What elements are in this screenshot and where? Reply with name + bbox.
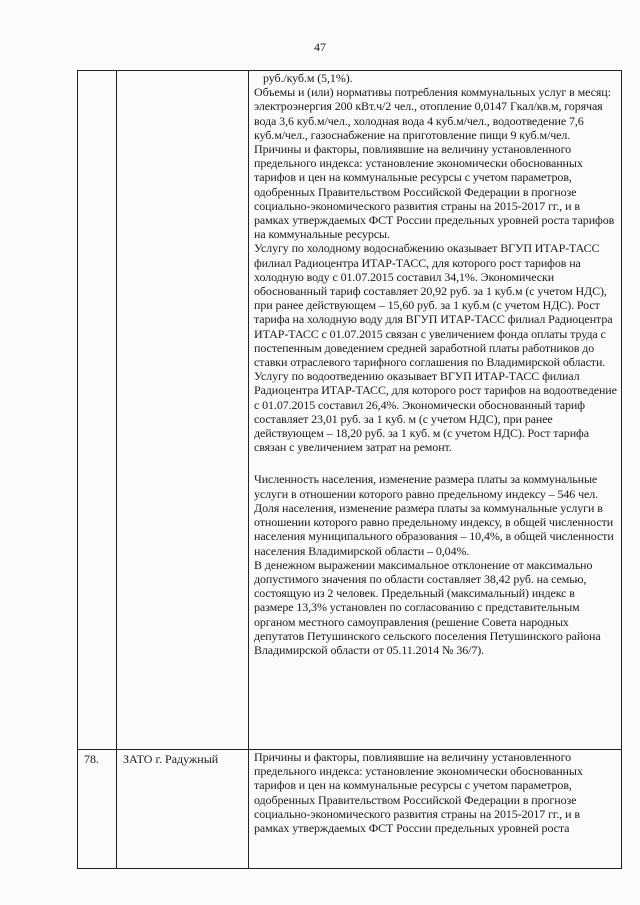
description-text	[249, 71, 621, 657]
tariff-table	[77, 70, 622, 869]
paragraph: Причины и факторы, повлиявшие на величину установленного предельного индекса: установление экономически обоснованных тарифов и цен на коммунальные ресурсы с учетом параметров, одобренных Правительством Российской Федерации в прогнозе социально-экономического развития страны на 2015-2017 гг., и в рамках утверждаемых ФСТ России предельных уровней роста тарифов на коммунальные ресурсы.	[254, 142, 615, 242]
municipality-cell	[117, 71, 249, 750]
paragraph: Численность населения, изменение размера платы за коммунальные услуги в отношении которого равно предельному индексу – 546 чел.	[254, 472, 599, 501]
paragraph: Доля населения, изменение размера платы за коммунальные услуги в отношении которого равно предельному индексу, в общей численности населения муниципального образования – 10,4%, в общей численности населения Владимирской области – 0,04%.	[254, 500, 614, 558]
description-cell	[249, 71, 622, 750]
table-row	[78, 71, 622, 750]
paragraph: руб./куб.м (5,1%).	[263, 71, 353, 85]
row-number-cell: 78.	[78, 750, 117, 869]
paragraph: Услугу по водоотведению оказывает ВГУП ИТАР-ТАСС филиал Радиоцентра ИТАР-ТАСС, для которого рост тарифов на водоотведение с 01.07.2015 составил 26,4%. Экономически обоснованный тариф составляет 23,01 руб. за 1 куб. м (с учетом НДС), при ранее действующем – 18,20 руб. за 1 куб. м (с учетом НДС). Рост тарифа связан с увеличением затрат на ремонт.	[254, 369, 617, 455]
description-cell	[249, 750, 622, 869]
paragraph: Объемы и (или) нормативы потребления коммунальных услуг в месяц: электроэнергия 200 кВт.ч/2 чел., отопление 0,0147 Гкал/кв.м, горячая вода 3,6 куб.м/чел., холодная вода 4 куб.м/чел., водоотведение 7,6 куб.м/чел., газоснабжение на приготовление пищи 9 куб.м/чел.	[254, 85, 611, 142]
row-number-cell	[78, 71, 117, 750]
paragraph: В денежном выражении максимальное отклонение от максимально допустимого значения по области составляет 38,42 руб. на семью, состоящую из 2 человек. Предельный (максимальный) индекс в размере 13,3% установлен по согласованию с представительным органом местного самоуправления (решение Совета народных депутатов Петушинского сельского поселения Петушинского района Владимирской области от 05.11.2014 № 36/7).	[254, 557, 601, 657]
paragraph: Причины и факторы, повлиявшие на величину установленного предельного индекса: установление экономически обоснованных тарифов и цен на коммунальные ресурсы с учетом параметров, одобренных Правительством Российской Федерации в прогнозе социально-экономического развития страны на 2015-2017 гг., и в рамках утверждаемых ФСТ России предельных уровней роста	[254, 750, 583, 836]
page-number: 47	[314, 40, 326, 54]
municipality-cell: ЗАТО г. Радужный	[117, 750, 249, 869]
table-row	[78, 750, 622, 869]
paragraph: Услугу по холодному водоснабжению оказывает ВГУП ИТАР-ТАСС филиал Радиоцентра ИТАР-ТАСС, для которого рост тарифов на холодную воду с 01.07.2015 составил 34,1%. Экономически обоснованный тариф составляет 20,92 руб. за 1 куб.м (с учетом НДС), при ранее действующем – 15,60 руб. за 1 куб.м (с учетом НДС). Рост тарифа на холодную воду для ВГУП ИТАР-ТАСС филиал Радиоцентра ИТАР-ТАСС с 01.07.2015 связан с увеличением фонда оплаты труда с постепенным доведением средней заработной платы работников до ставки отраслевого тарифного соглашения по Владимирской области.	[254, 241, 613, 370]
description-text	[249, 750, 621, 835]
